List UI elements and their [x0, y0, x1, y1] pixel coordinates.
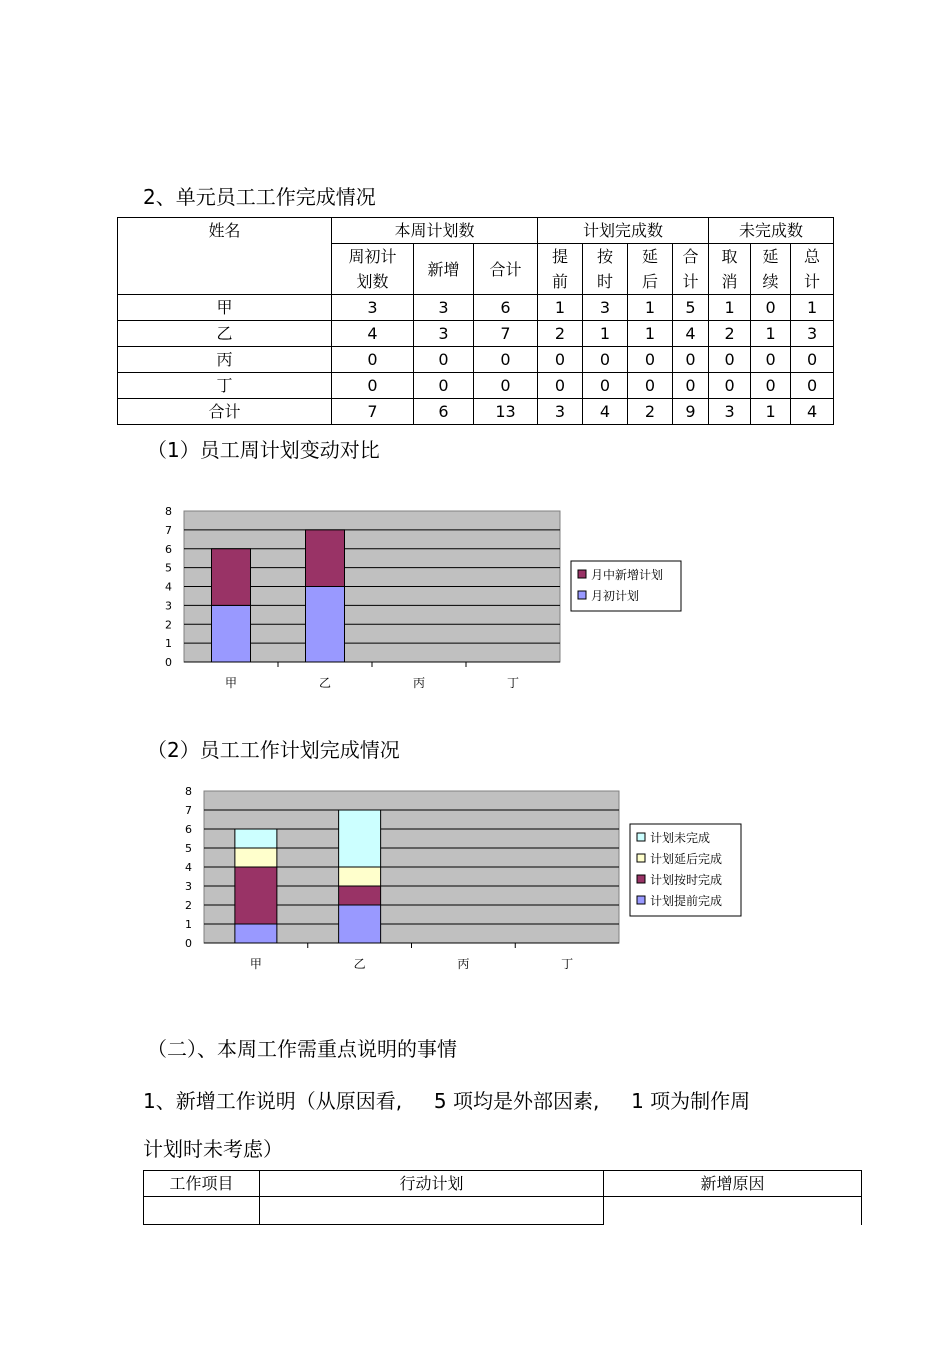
x-category-label: 甲: [249, 957, 262, 971]
cell-work-item: [144, 1197, 260, 1225]
y-tick-label: 5: [165, 561, 172, 575]
legend-swatch: [578, 570, 586, 578]
bar-segment: [339, 867, 381, 886]
legend-swatch: [578, 591, 586, 599]
table-cell: 0: [332, 373, 414, 399]
subheader-cell: [414, 244, 474, 295]
row-name: 合计: [118, 399, 332, 425]
table-cell: 0: [791, 373, 834, 399]
table-cell: 2: [709, 321, 751, 347]
subheader-line: 前: [552, 272, 569, 291]
bar-segment: [235, 848, 277, 867]
x-category-label: 丙: [412, 676, 426, 690]
new-work-table: [143, 1170, 862, 1225]
legend-swatch: [637, 833, 645, 841]
table-cell: 6: [414, 399, 474, 425]
table-cell: 6: [474, 295, 538, 321]
x-category-label: 丁: [561, 957, 574, 971]
subheader-line: 续: [762, 272, 779, 291]
bar-segment: [306, 530, 345, 587]
table-cell: 0: [673, 373, 709, 399]
table-cell: 7: [474, 321, 538, 347]
y-tick-label: 4: [185, 861, 192, 874]
subheader-cell: [583, 244, 628, 295]
y-tick-label: 0: [165, 656, 172, 669]
table-cell: 0: [332, 347, 414, 373]
legend-label: 计划未完成: [650, 831, 711, 845]
table-cell: 3: [791, 321, 834, 347]
subheader-line: 按: [597, 247, 614, 266]
legend-swatch: [637, 896, 645, 904]
table-cell: 4: [673, 321, 709, 347]
table-cell: 0: [538, 347, 583, 373]
bar-segment: [212, 549, 251, 606]
y-tick-label: 6: [185, 823, 192, 836]
table-cell: 3: [332, 295, 414, 321]
y-tick-label: 2: [185, 899, 192, 912]
subheader-cell: [332, 244, 414, 295]
table-cell: 0: [538, 373, 583, 399]
table-cell: 0: [583, 347, 628, 373]
subheader-line: 延: [762, 247, 779, 266]
y-tick-label: 5: [185, 842, 192, 855]
table-cell: 4: [332, 321, 414, 347]
bar-segment: [339, 886, 381, 905]
subheader-line: 提: [552, 247, 569, 266]
subheader-line: 计: [804, 272, 821, 291]
legend-label: 月初计划: [591, 589, 640, 603]
table-cell: 1: [628, 295, 673, 321]
row-name: 乙: [118, 321, 332, 347]
y-tick-label: 1: [185, 918, 192, 931]
table-cell: 13: [474, 399, 538, 425]
subheader-line: 新增: [427, 259, 460, 279]
bar-segment: [339, 810, 381, 867]
subheader-line: 后: [642, 272, 659, 291]
y-tick-label: 3: [165, 599, 172, 613]
bar-segment: [212, 605, 251, 662]
y-tick-label: 1: [165, 637, 172, 651]
table-cell: 0: [751, 347, 791, 373]
subheader-line: 延: [642, 247, 659, 266]
y-tick-label: 2: [165, 618, 172, 632]
table-cell: 0: [474, 347, 538, 373]
row-name: 丁: [118, 373, 332, 399]
subheader-line: 时: [597, 272, 614, 291]
table-cell: 0: [583, 373, 628, 399]
x-category-label: 丁: [506, 676, 520, 690]
completion-table: [117, 217, 834, 425]
section-title: 2、单元员工工作完成情况: [143, 185, 376, 209]
y-tick-label: 0: [185, 937, 192, 950]
subheader-cell: [709, 244, 751, 295]
legend-label: 月中新增计划: [591, 568, 664, 582]
legend-label: 计划按时完成: [650, 873, 723, 887]
cell-new-reason: [604, 1197, 862, 1225]
row-name: 丙: [118, 347, 332, 373]
subheader-cell: [628, 244, 673, 295]
header-new-reason: 新增原因: [604, 1171, 862, 1197]
plan-change-chart: [150, 498, 710, 698]
section-b-title: （二）、本周工作需重点说明的事情: [147, 1037, 457, 1061]
x-category-label: 乙: [353, 957, 366, 971]
subheader-cell: [751, 244, 791, 295]
header-work-item: 工作项目: [144, 1171, 260, 1197]
header-not-completed: 未完成数: [709, 218, 834, 244]
table-row: [118, 373, 834, 399]
table-cell: 0: [709, 347, 751, 373]
header-plan-completed: 计划完成数: [538, 218, 709, 244]
table-cell: 1: [583, 321, 628, 347]
header-weekly-plan: 本周计划数: [332, 218, 538, 244]
y-tick-label: 8: [185, 785, 192, 798]
table-cell: 1: [709, 295, 751, 321]
subheader-cell: [538, 244, 583, 295]
subheader-line: 消: [721, 272, 738, 291]
table-cell: 0: [791, 347, 834, 373]
table-cell: 2: [628, 399, 673, 425]
y-tick-label: 8: [165, 505, 172, 518]
table-cell: 0: [673, 347, 709, 373]
subheader-line: 合: [682, 247, 699, 266]
table-cell: 1: [538, 295, 583, 321]
table-cell: 9: [673, 399, 709, 425]
item1-text-line1: 1、新增工作说明（从原因看, 5 项均是外部因素, 1 项为制作周: [143, 1089, 751, 1113]
table-row: [118, 321, 834, 347]
table-cell: 1: [751, 399, 791, 425]
x-category-label: 甲: [224, 676, 238, 690]
table-cell: 0: [414, 347, 474, 373]
table-cell: 1: [791, 295, 834, 321]
x-category-label: 乙: [318, 676, 332, 690]
table-cell: 0: [709, 373, 751, 399]
y-tick-label: 7: [185, 804, 192, 817]
table-cell: 7: [332, 399, 414, 425]
table-cell: 0: [628, 373, 673, 399]
header-action-plan: 行动计划: [260, 1171, 604, 1197]
table-cell: 1: [751, 321, 791, 347]
table-row: [118, 295, 834, 321]
cell-action-plan: [260, 1197, 604, 1225]
legend-label: 计划提前完成: [650, 894, 723, 908]
table-row: [118, 347, 834, 373]
x-category-label: 丙: [457, 957, 470, 971]
table-cell: 0: [751, 295, 791, 321]
bar-segment: [339, 905, 381, 943]
table-cell: 0: [414, 373, 474, 399]
table-cell: 3: [538, 399, 583, 425]
table-cell: 0: [751, 373, 791, 399]
y-tick-label: 7: [165, 523, 172, 537]
table-cell: 4: [791, 399, 834, 425]
table-row: [118, 399, 834, 425]
subheader-cell: [474, 244, 538, 295]
table-cell: 0: [628, 347, 673, 373]
table-cell: 4: [583, 399, 628, 425]
y-tick-label: 4: [165, 580, 172, 594]
legend-swatch: [637, 875, 645, 883]
y-tick-label: 3: [185, 880, 192, 893]
chart1-caption: （1）员工周计划变动对比: [147, 438, 380, 462]
table-cell: 0: [474, 373, 538, 399]
subheader-line: 总: [804, 247, 821, 266]
header-name: 姓名: [118, 218, 332, 295]
bar-segment: [235, 829, 277, 848]
item1-text-line2: 计划时未考虑）: [143, 1137, 283, 1161]
table-cell: 3: [583, 295, 628, 321]
bar-segment: [235, 924, 277, 943]
bar-segment: [306, 587, 345, 663]
y-tick-label: 6: [165, 542, 172, 556]
legend-swatch: [637, 854, 645, 862]
chart2-caption: （2）员工工作计划完成情况: [147, 738, 400, 762]
subheader-line: 合计: [489, 259, 522, 279]
table-cell: 3: [709, 399, 751, 425]
plan-completion-chart: [150, 778, 770, 978]
table-cell: 3: [414, 295, 474, 321]
row-name: 甲: [118, 295, 332, 321]
table-cell: 1: [628, 321, 673, 347]
subheader-cell: [673, 244, 709, 295]
bar-segment: [235, 867, 277, 924]
subheader-cell: [791, 244, 834, 295]
subheader-line: 周初计: [348, 247, 397, 266]
table-cell: 2: [538, 321, 583, 347]
subheader-line: 计: [682, 272, 699, 291]
table-cell: 3: [414, 321, 474, 347]
legend-label: 计划延后完成: [650, 852, 723, 866]
subheader-line: 取: [721, 247, 738, 266]
table-cell: 5: [673, 295, 709, 321]
subheader-line: 划数: [356, 272, 389, 291]
